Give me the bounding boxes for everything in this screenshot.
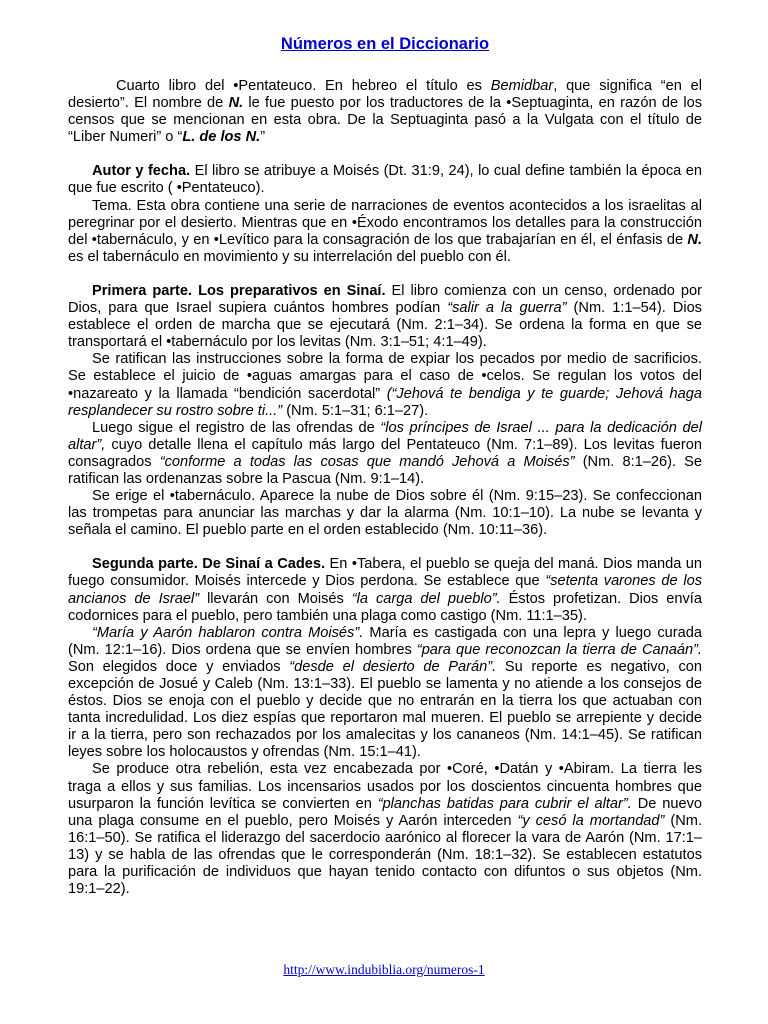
rebelion-paragraph: Se produce otra rebelión, esta vez encabezada por •Coré, •Datán y •Abiram. La tierra les traga a ellos y sus familias. Los incensarios usados por los doscientos cincuenta hombres que usurparon la función levítica se convierten en “planchas batidas para cubrir el altar”. De nuevo una plaga consume en el pueblo, pero Moisés y Aarón interceden “y cesó la mortandad” (Nm. 16:1–50). Se ratifica el liderazgo del sacerdocio aarónico al florecer la vara de Aarón (Nm. 17:1–13) y se habla de las ofrendas que le corresponderán (Nm. 18:1–32). Se establecen estatutos para la purificación de individuos que hayan tenido contacto con difuntos o sus objetos (Nm. 19:1–22).	[68, 761, 702, 898]
segunda-parte-heading: Segunda parte. De Sinaí a Cades.	[92, 556, 326, 573]
primera-parte-heading: Primera parte. Los preparativos en Sinaí.	[92, 282, 386, 299]
footer-link[interactable]: http://www.indubiblia.org/numeros-1	[283, 962, 485, 977]
autor-paragraph: Autor y fecha. El libro se atribuye a Moisés (Dt. 31:9, 24), lo cual define también la época en que fue escrito ( •Pentateuco).	[68, 163, 702, 197]
document-page	[68, 34, 702, 898]
tabernaculo-paragraph: Se erige el •tabernáculo. Aparece la nube de Dios sobre él (Nm. 9:15–23). Se confeccionan las trompetas para anunciar las marchas y dar la alarma (Nm. 10:1–10). La nube se levanta y señala el camino. El pueblo parte en el orden establecido (Nm. 10:11–36).	[68, 488, 702, 539]
intro-paragraph: Cuarto libro del •Pentateuco. En hebreo el título es Bemidbar, que significa “en el desierto”. El nombre de N. le fue puesto por los traductores de la •Septuaginta, en razón de los censos que se mencionan en esta obra. De la Septuaginta pasó a la Vulgata con el título de “Liber Numeri” o “L. de los N.”	[68, 78, 702, 146]
segunda-parte-paragraph: Segunda parte. De Sinaí a Cades. En •Tabera, el pueblo se queja del maná. Dios manda un fuego consumidor. Moisés intercede y Dios perdona. Se establece que “setenta varones de los ancianos de Israel” llevarán con Moisés “la carga del pueblo”. Éstos profetizan. Dios envía codornices para el pueblo, pero también una plaga como castigo (Nm. 11:1–35).	[68, 556, 702, 624]
autor-heading: Autor y fecha.	[92, 163, 191, 180]
primera-parte-paragraph: Primera parte. Los preparativos en Sinaí. El libro comienza con un censo, ordenado por Dios, para que Israel supiera cuántos hombres podían “salir a la guerra” (Nm. 1:1–54). Dios establece el orden de marcha que se ejecutará (Nm. 2:1–34). Se ordena la forma en que se transportará el •tabernáculo por los levitas (Nm. 3:1–51; 4:1–49).	[68, 282, 702, 351]
ofrendas-paragraph: Luego sigue el registro de las ofrendas de “los príncipes de Israel ... para la dedicación del altar”, cuyo detalle llena el capítulo más largo del Pentateuco (Nm. 7:1–89). Los levitas fueron consagrados “conforme a todas las cosas que mandó Jehová a Moisés” (Nm. 8:1–26). Se ratifican las ordenanzas sobre la Pascua (Nm. 9:1–14).	[68, 419, 702, 487]
maria-aaron-paragraph: “María y Aarón hablaron contra Moisés”. María es castigada con una lepra y luego curada (Nm. 12:1–16). Dios ordena que se envíen hombres “para que reconozcan la tierra de Canaán”. Son elegidos doce y enviados “desde el desierto de Parán”. Su reporte es negativo, con excepción de Josué y Caleb (Nm. 13:1–33). El pueblo se lamenta y no atiende a los consejos de éstos. Dios se enoja con el pueblo y decide que no entrarán en la tierra los que actuaban con tanta incredulidad. Los diez espías que reportaron mal mueren. El pueblo se arrepiente y decide ir a la tierra, pero son rechazados por los amalecitas y los cananeos (Nm. 14:1–45). Se ratifican leyes sobre los holocaustos y ofrendas (Nm. 15:1–41).	[68, 624, 702, 761]
tema-paragraph: Tema. Esta obra contiene una serie de narraciones de eventos acontecidos a los israelitas al peregrinar por el desierto. Mientras que en •Éxodo encontramos los detalles para la construcción del •tabernáculo, y en •Levítico para la consagración de los que trabajarían en él, el énfasis de N. es el tabernáculo en movimiento y su interrelación del pueblo con él.	[68, 197, 702, 265]
sacrificios-paragraph: Se ratifican las instrucciones sobre la forma de expiar los pecados por medio de sacrificios. Se establece el juicio de •aguas amargas para el caso de •celos. Se regulan los votos del •nazareato y la llamada “bendición sacerdotal” (“Jehová te bendiga y te guarde; Jehová haga resplandecer su rostro sobre ti...” (Nm. 5:1–31; 6:1–27).	[68, 351, 702, 419]
page-title: Números en el Diccionario	[280, 35, 490, 53]
